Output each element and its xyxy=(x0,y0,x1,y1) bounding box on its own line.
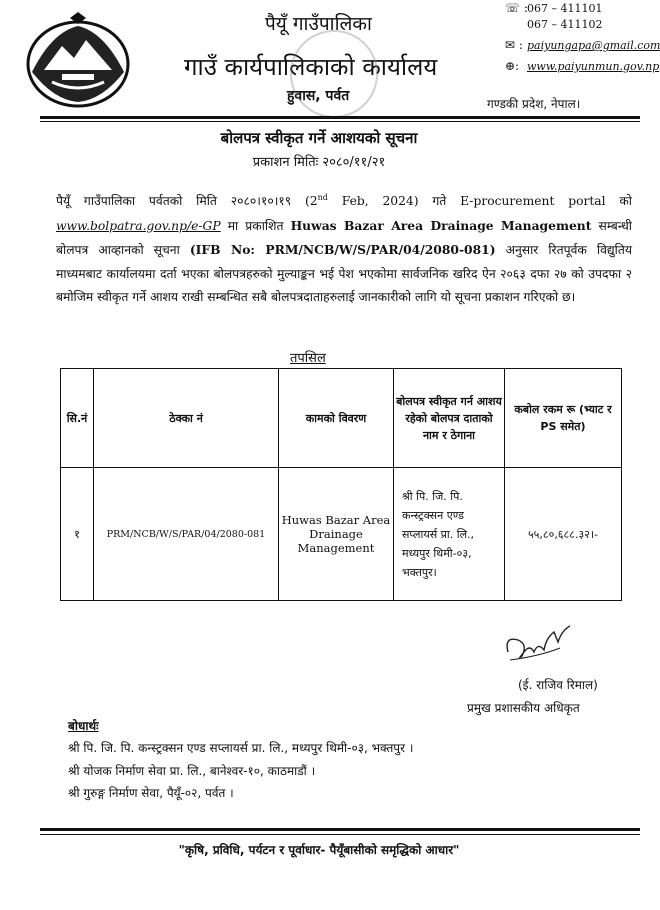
contact-block xyxy=(505,0,660,75)
phone-1: 067 – 411101 xyxy=(527,2,603,15)
office-stamp xyxy=(290,30,378,118)
cc-item: श्री योजक निर्माण सेवा प्रा. लि., बानेश्वर-१०, काठमाडौं । xyxy=(68,764,316,778)
footer-rule-thin xyxy=(40,834,640,835)
phone-2: 067 – 411102 xyxy=(527,18,603,31)
globe-icon: ⊕: xyxy=(505,59,520,73)
egp-link[interactable]: www.bolpatra.gov.np/e-GP xyxy=(56,218,221,233)
cell-sn: १ xyxy=(61,468,94,601)
nepal-emblem-logo xyxy=(22,12,134,110)
email-link[interactable]: paiyungapa@gmail.com xyxy=(527,39,660,52)
signer-designation: प्रमुख प्रशासकीय अधिकृत xyxy=(467,701,580,715)
cell-bidder: श्री पि. जि. पि. कन्स्ट्रक्सन एण्ड सप्लायर्स प्रा. लि., मध्यपुर थिमी-०३, भक्तपुर। xyxy=(394,468,505,601)
footer-motto: "कृषि, प्रविधि, पर्यटन र पूर्वाधार- पैयूँबासीको समृद्धिको आधार" xyxy=(178,843,460,857)
notice-body: पैयूँ गाउँपालिका पर्वतको मिति २०८०।१०।१९ (2nd Feb, 2024) गते E-procurement portal को www.bolpatra.gov.np/e-GP मा प्रकाशित Huwas Bazar Area Drainage Management सम्बन्धी बोलपत्र आव्हानको सूचना (IFB No: PRM/NCB/W/S/PAR/04/2080-081) अनुसार रितपूर्वक विद्युतिय माध्यमबाट कार्यालयमा दर्ता भएका बोलपत्रहरुको मुल्याङ्कन भई पेश भएकोमा सार्वजनिक खरिद ऐन २०६३ दफा २७ को उपदफा २ बमोजिम स्वीकृत गर्ने आशय राखी सम्बन्धित सबै बोलपत्रदाताहरुलाई जानकारीको लागि यो सूचना प्रकाशन गरिएको छ। xyxy=(56,193,632,305)
col-bidder: बोलपत्र स्वीकृत गर्न आशय रहेको बोलपत्र दाताको नाम र ठेगाना xyxy=(394,369,505,468)
award-table xyxy=(60,368,622,601)
cc-item: श्री गुरुङ्ग निर्माण सेवा, पैयूँ-०२, पर्वत । xyxy=(68,786,234,800)
signer-name: (ई. राजिव रिमाल) xyxy=(518,678,598,692)
website-link[interactable]: www.paiyunmun.gov.np xyxy=(527,60,660,73)
signature-image xyxy=(500,622,578,667)
project-name: Huwas Bazar Area Drainage Management xyxy=(290,217,592,233)
table-header-row xyxy=(61,369,622,468)
ifb-number: (IFB No: PRM/NCB/W/S/PAR/04/2080-081) xyxy=(189,242,496,258)
cc-label: बोधार्थः xyxy=(68,719,99,733)
notice-title: बोलपत्र स्वीकृत गर्ने आशयको सूचना xyxy=(220,129,418,147)
cc-item: श्री पि. जि. पि. कन्स्ट्रक्सन एण्ड सप्लायर्स प्रा. लि., मध्यपुर थिमी-०३, भक्तपुर । xyxy=(68,741,414,755)
col-contract-no: ठेक्का नं xyxy=(94,369,279,468)
municipality-name: पैयूँ गाउँपालिका xyxy=(265,13,372,35)
office-name: गाउँ कार्यपालिकाको कार्यालय xyxy=(184,53,438,81)
col-amount: कबोल रकम रू (भ्याट र PS समेत) xyxy=(505,369,622,468)
cell-contract-no: PRM/NCB/W/S/PAR/04/2080-081 xyxy=(94,468,279,601)
header-rule-thin xyxy=(40,121,640,122)
cell-description: Huwas Bazar Area Drainage Management xyxy=(279,468,394,601)
table-caption: तपसिल xyxy=(290,351,326,366)
telephone-icon: ☏ : xyxy=(505,1,528,15)
footer-rule xyxy=(40,828,640,831)
cell-amount: ५५,८०,६८८.३२।- xyxy=(505,468,622,601)
envelope-icon: ✉ : xyxy=(505,38,523,52)
province-name: गण्डकी प्रदेश, नेपाल। xyxy=(487,97,581,111)
col-sn: सि.नं xyxy=(61,369,94,468)
col-description: कामको विवरण xyxy=(279,369,394,468)
table-row xyxy=(61,468,622,601)
published-date: प्रकाशन मितिः २०८०/११/२१ xyxy=(252,155,386,170)
header-rule xyxy=(40,116,640,119)
district-name: हुवास, पर्वत xyxy=(287,88,350,104)
